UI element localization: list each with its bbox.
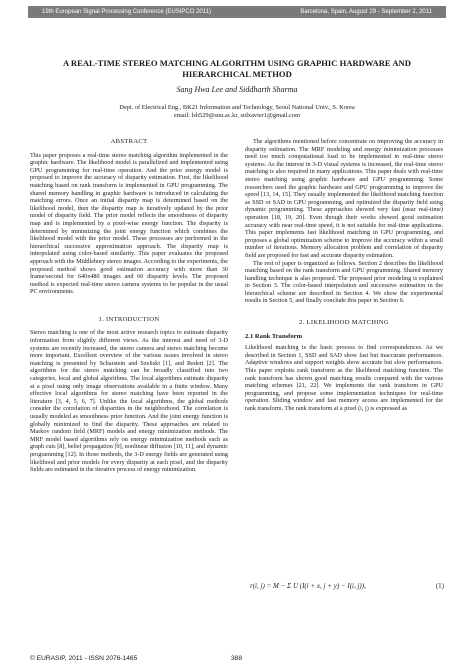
section2-heading: 2. LIKELIHOOD MATCHING [299,319,389,327]
paper-title: A REAL-TIME STEREO MATCHING ALGORITHM USING GRAPHIC HARDWARE AND HIERARCHICAL METHOD [63,58,411,79]
introduction-paragraph: Stereo matching is one of the most active research topics to estimate disparity information from slightly different views. As the interest and need of 3-D systems are recently increased, the stereo camera and stereo matching become more important. Excellent overview of the various issues involved in stereo matching is presented by Scharstein and Szeliski [1], and Redert [2]. The algorithms for the stereo matching can be broadly classified into two categories, local and global algorithms. The local algorithms estimate disparity at a pixel using only image observations available in a finite window. Many effective local algorithms for stereo matching have been reported in the literature [3, 4, 5, 6, 7]. Unlike the local algorithms, the global methods consider the correlation of disparities in the neighborhood. The correlation is usually modeled as smoothness prior function. And the joint energy function is globally minimized to find the disparity. These approaches are related to Markov random field (MRF) models and energy minimization methods. The MRF model based algorithms rely on energy minimization methods such as graph cuts [8], belief propagation [9], nonlinear diffusion [10, 11], and dynamic programming [12]. In those methods, the 3-D energy fields are generated using likelihood and prior models for every disparity at each pixel, and the disparity fields are estimated in the iterative process of energy minimization. [30,329,228,474]
abstract-heading: ABSTRACT [110,138,148,145]
right-column [245,138,443,413]
footer-copyright: © EURASIP, 2011 - ISSN 2076-1465 [30,655,138,662]
subsection-heading: 2.1 Rank Transform [245,332,303,340]
conference-location-date: Barcelona, Spain, August 29 - September 2, 2011 [300,9,432,15]
conference-header [28,6,446,18]
email-line: email: lsh529@snu.ac.kr, sidxavier1@gmail.com [173,112,301,119]
affiliation-line: Dept. of Electrical Eng., BK21 Information and Technology, Seoul National Univ., S. Korea [119,104,355,111]
affiliation [30,104,444,120]
left-column [30,138,228,474]
authors: Sang Hwa Lee and Siddharth Sharma [176,85,298,94]
equation-number: (1) [435,582,444,590]
abstract-text: This paper proposes a real-time stereo matching algorithm implemented in the graphic hardware. The likelihood model is parallelized and implemented using GPU programming for real-time operation. And the prior energy model is proposed to improve the accuracy of disparity estimation. First, the likelihood matching based on rank transform is implemented in GPU programming. The shared memory handling in graphic hardware is introduced in calculating the matching errors. Once an initial disparity map is determined based on the likelihood model, then the disparity map is iteratively updated by the prior model of disparity field. The prior model reflects the smoothness of disparity map and is implemented by a pixel-wise energy function. The disparity is determined by minimizing the joint energy function which combines the likelihood model with the prior model. These processes are performed in the hierarchical successive approximation approach. The disparity map is interpolated using color-based similarity. This paper evaluates the proposed approach with the Middlebury stereo images. According to the experiments, the proposed method shows good estimation accuracy with more than 30 frame/second for 640x480 images and 60 disparity levels. The proposed method is expected real-time stereo camera systems to be popular in the usual PC environments. [30,151,228,296]
conference-name: 19th European Signal Processing Conference (EUSIPCO 2011) [42,9,211,15]
equation-text: r(i, j) = M − Σ U (I(i + x, j + y) − I(i, j)), [250,582,366,590]
equation-1 [250,582,444,590]
introduction-paragraph-3: The rest of paper is organized as follows. Section 2 describes the likelihood matching based on the rank transform and GPU programming. Shared memory handling technique is also proposed. The proposed prior modeling is explained in Section 3. The color-based interpolation and successive estimation in the hierarchical scheme are described in Section 4. We show the experimental results in Section 5, and finally conclude this paper in Section 6. [245,259,443,305]
introduction-heading: 1. INTRODUCTION [98,315,160,323]
introduction-paragraph-2: The algorithms mentioned before concentrate on improving the accuracy in disparity estimation. The MRF modeling and energy minimization processes need too much computational load to be implemented in real-time stereo systems. As the interest in 3-D visual systems is increased, the real-time stereo matching is also required in many applications. This paper deals with real-time stereo matching using graphic hardware and GPU programming. Some researchers used the graphic hardware and GPU programming to improve the speed [13, 14, 15]. They usually implemented the likelihood matching function as SSD or SAD in GPU programming, and optimized the disparity field using dynamic programming. These approaches showed very fast (near real-time) operation [18, 19, 20]. Even though their works showed good estimation accuracy with near real-time speed, it is not suitable for real-time applications. This paper implements fast likelihood matching in GPU programming, and proposes a global optimization scheme to improve the accuracy within a small number of iterations. Memory allocation problem and correlation of disparity field are proposed for fast and accurate disparity estimation. [245,138,443,259]
section2-paragraph: Likelihood matching is the basic process to find correspondences. As we described in Section 1, SSD and SAD show fast but inaccurate performances. Adaptive windows and support weights show accurate but slow performances. This paper exploits rank transform as the likelihood matching function. The rank transform has shown good matching results compared with the various matching schemes [21, 22]. We implements the rank transform in GPU programming, and propose some implementation techniques for real-time operation. Sliding window and fast memory access are implemented for the rank transform. The rank transform at a pixel (i, j) is expressed as [245,344,443,412]
page-number: 388 [231,655,243,662]
